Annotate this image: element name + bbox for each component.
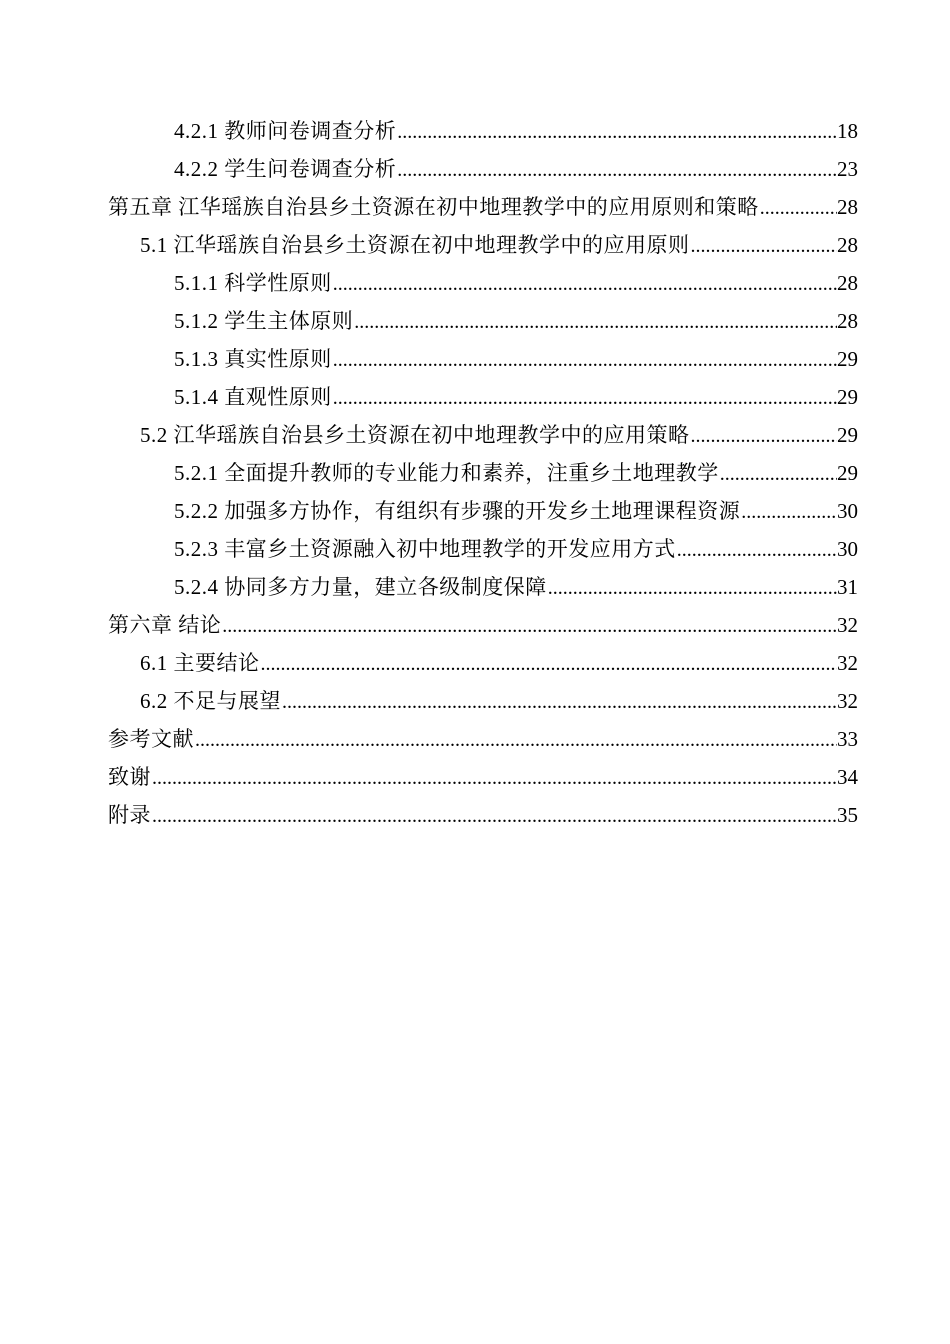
toc-entry[interactable] — [0, 492, 950, 530]
toc-dot-leader — [222, 606, 837, 645]
toc-page-number: 34 — [837, 765, 858, 789]
toc-entry[interactable] — [0, 340, 950, 378]
toc-entry[interactable] — [0, 188, 950, 226]
toc-entry[interactable] — [0, 796, 950, 834]
toc-entry-label: 5.1.3 真实性原则 — [174, 347, 332, 371]
toc-entry-label: 参考文献 — [108, 727, 194, 751]
toc-entry[interactable] — [0, 644, 950, 682]
toc-page-number: 29 — [837, 347, 858, 371]
toc-page-number: 32 — [837, 613, 858, 637]
toc-page-number: 28 — [837, 195, 858, 219]
toc-entry-label: 5.1.2 学生主体原则 — [174, 309, 354, 333]
toc-entry-label: 5.1 江华瑶族自治县乡土资源在初中地理教学中的应用原则 — [140, 233, 690, 257]
toc-dot-leader — [691, 226, 838, 265]
toc-entry[interactable] — [0, 112, 950, 150]
toc-dot-leader — [282, 682, 837, 721]
toc-page-number: 33 — [837, 727, 858, 751]
toc-dot-leader — [691, 416, 838, 455]
toc-dot-leader — [333, 340, 837, 379]
toc-entry[interactable] — [0, 568, 950, 606]
toc-entry-label: 6.1 主要结论 — [140, 651, 260, 675]
toc-entry[interactable] — [0, 606, 950, 644]
toc-entry-label: 4.2.2 学生问卷调查分析 — [174, 157, 397, 181]
toc-entry[interactable] — [0, 758, 950, 796]
toc-entry[interactable] — [0, 416, 950, 454]
toc-dot-leader — [152, 758, 837, 797]
toc-page-number: 29 — [837, 423, 858, 447]
toc-page-number: 32 — [837, 651, 858, 675]
toc-entry-label: 5.2.2 加强多方协作，有组织有步骤的开发乡土地理课程资源 — [174, 499, 741, 523]
toc-page-number: 29 — [837, 461, 858, 485]
toc-entry[interactable] — [0, 682, 950, 720]
toc-dot-leader — [677, 530, 837, 569]
toc-entry-label: 第六章 结论 — [108, 613, 222, 637]
toc-page-number: 18 — [837, 119, 858, 143]
toc-entry-label: 5.2.3 丰富乡土资源融入初中地理教学的开发应用方式 — [174, 537, 676, 561]
toc-entry[interactable] — [0, 264, 950, 302]
toc-entry-label: 6.2 不足与展望 — [140, 689, 281, 713]
toc-dot-leader — [333, 378, 837, 417]
toc-dot-leader — [195, 720, 837, 759]
toc-page-number: 31 — [837, 575, 858, 599]
toc-entry[interactable] — [0, 302, 950, 340]
toc-entry-label: 第五章 江华瑶族自治县乡土资源在初中地理教学中的应用原则和策略 — [108, 195, 759, 219]
toc-page-number: 30 — [837, 537, 858, 561]
toc-dot-leader — [760, 188, 837, 227]
toc-entry-label: 5.2 江华瑶族自治县乡土资源在初中地理教学中的应用策略 — [140, 423, 690, 447]
toc-entry[interactable] — [0, 454, 950, 492]
toc-page-number: 30 — [837, 499, 858, 523]
toc-dot-leader — [152, 796, 837, 835]
toc-dot-leader — [741, 492, 837, 531]
toc-entry[interactable] — [0, 150, 950, 188]
toc-entry[interactable] — [0, 720, 950, 758]
toc-entry[interactable] — [0, 378, 950, 416]
toc-entry-label: 5.2.1 全面提升教师的专业能力和素养，注重乡土地理教学 — [174, 461, 719, 485]
toc-entry[interactable] — [0, 226, 950, 264]
toc-dot-leader — [261, 644, 838, 683]
toc-dot-leader — [397, 150, 837, 189]
toc-page-number: 28 — [837, 233, 858, 257]
toc-entry-label: 5.1.4 直观性原则 — [174, 385, 332, 409]
toc-entry-label: 5.2.4 协同多方力量，建立各级制度保障 — [174, 575, 547, 599]
toc-page-number: 32 — [837, 689, 858, 713]
toc-page-number: 23 — [837, 157, 858, 181]
toc-page-number: 28 — [837, 271, 858, 295]
toc-entry-label: 5.1.1 科学性原则 — [174, 271, 332, 295]
toc-page-number: 28 — [837, 309, 858, 333]
toc-dot-leader — [548, 568, 837, 607]
toc-dot-leader — [397, 112, 837, 151]
toc-entry[interactable] — [0, 530, 950, 568]
toc-page-number: 29 — [837, 385, 858, 409]
toc-page-number: 35 — [837, 803, 858, 827]
toc-dot-leader — [354, 302, 837, 341]
toc-entry-label: 4.2.1 教师问卷调查分析 — [174, 119, 397, 143]
toc-entry-label: 附录 — [108, 803, 151, 827]
toc-dot-leader — [333, 264, 837, 303]
toc-list — [0, 112, 950, 834]
toc-dot-leader — [720, 454, 837, 493]
toc-entry-label: 致谢 — [108, 765, 151, 789]
